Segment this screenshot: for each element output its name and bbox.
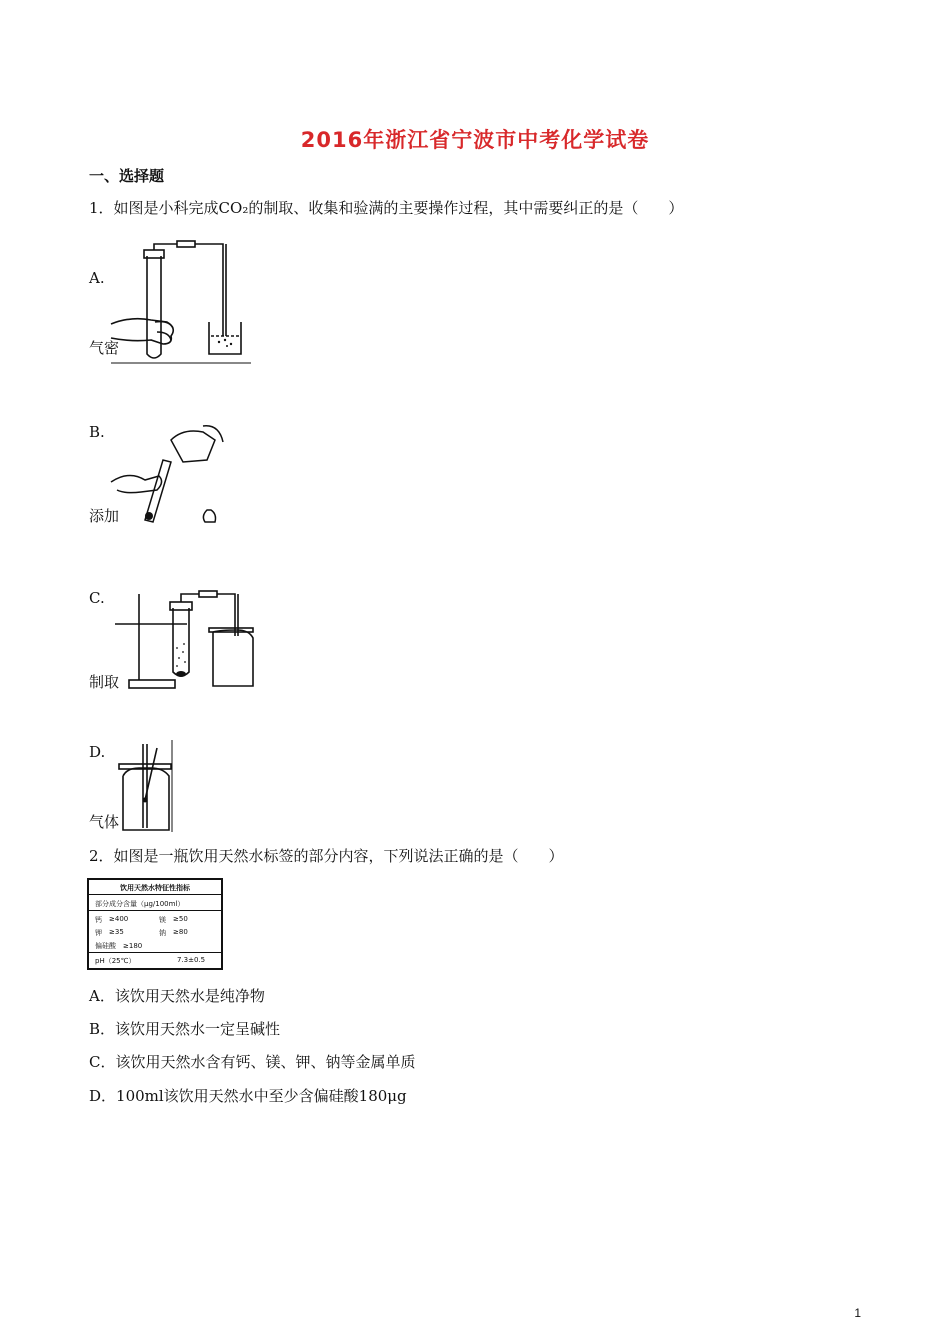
page-number: 1	[854, 1306, 861, 1320]
q2-option-b: B．该饮用天然水一定呈碱性	[89, 1020, 281, 1038]
water-label-card: 饮用天然水特征性指标 部分成分含量（μg/100ml） 钙 ≥400 镁 ≥50 钾 ≥35 钠 ≥80 偏硅酸 ≥180 pH（25℃） 7.3±0.5	[87, 878, 223, 970]
label-subheading: 部分成分含量（μg/100ml）	[95, 900, 185, 908]
q1-option-c-caption: 制取	[89, 673, 120, 691]
label-heading: 饮用天然水特征性指标	[120, 884, 190, 892]
q1-option-d-caption: 气体	[89, 813, 120, 831]
q1-option-a-label: A.	[89, 269, 105, 287]
label-ph: pH（25℃）	[95, 957, 136, 965]
section-heading: 一、选择题	[89, 167, 165, 185]
question-1-stem: 1．如图是小科完成CO₂的制取、收集和验满的主要操作过程，其中需要纠正的是（ ）	[89, 199, 684, 217]
q2-option-a: A．该饮用天然水是纯净物	[89, 987, 265, 1005]
question-2-stem: 2．如图是一瓶饮用天然水标签的部分内容，下列说法正确的是（ ）	[89, 847, 564, 865]
q2-option-c: C．该饮用天然水含有钙、镁、钾、钠等金属单质	[89, 1053, 416, 1071]
q1-option-c-label: C.	[89, 589, 105, 607]
q1-option-b-label: B.	[89, 423, 105, 441]
q2-option-d: D．100ml该饮用天然水中至少含偏硅酸180μg	[89, 1087, 407, 1105]
q1-option-a-caption: 气密	[89, 339, 120, 357]
q1-option-d-label: D.	[89, 743, 106, 761]
q1-option-b-caption: 添加	[89, 507, 120, 525]
page-title: 2016年浙江省宁波市中考化学试卷	[300, 128, 650, 152]
co2-generation-figure	[111, 586, 261, 690]
label-ph-value: 7.3±0.5	[177, 956, 206, 964]
airtightness-check-figure	[111, 236, 251, 364]
label-silicate: 偏硅酸 ≥180	[95, 942, 143, 950]
gas-collection-check-figure	[111, 740, 173, 832]
add-reagent-figure	[111, 420, 227, 524]
